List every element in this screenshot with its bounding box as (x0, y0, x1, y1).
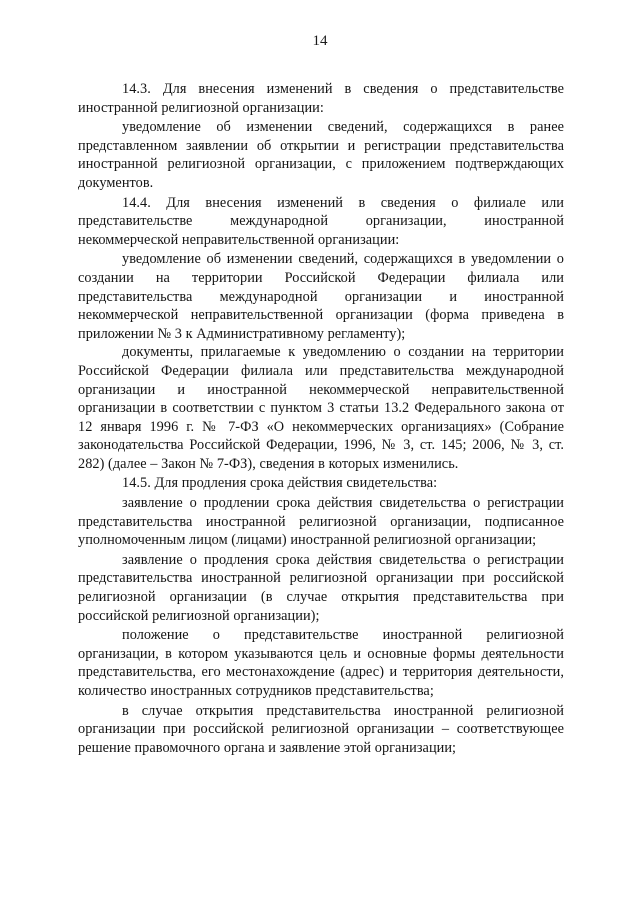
paragraph-14-3-heading: 14.3. Для внесения изменений в сведения о представительстве иностранной религиозной организации: (78, 81, 564, 116)
paragraph-14-3-item: уведомление об изменении сведений, содержащихся в ранее представленном заявлении об открытии и регистрации представительства иностранной религиозной организации, с приложением подтверждающих документов. (78, 119, 564, 191)
paragraph-14-5-item-application: заявление о продлении срока действия свидетельства о регистрации представительства иностранной религиозной организации, подписанное уполномоченным лицом (лицами) иностранной религиозной организации; (78, 495, 564, 549)
paragraph-14-5-item-application-russian: заявление о продления срока действия свидетельства о регистрации представительства иностранной религиозной организации при российской религиозной организации (в случае открытия представительства при российской религиозной организации); (78, 551, 564, 624)
page-number: 14 (312, 33, 328, 49)
document-body (78, 80, 564, 757)
paragraph-14-5-item-decision: в случае открытия представительства иностранной религиозной организации при российской религиозной организации – соответствующее решение правомочного органа и заявление этой организации; (78, 702, 564, 756)
paragraph-14-5-heading: 14.5. Для продления срока действия свидетельства: (122, 475, 438, 492)
paragraph-14-4-item-documents: документы, прилагаемые к уведомлению о создании на территории Российской Федерации филиала или представительства международной организации и иностранной некоммерческой неправительственной организации в соответствии с пунктом 3 статьи 13.2 Федерального закона от 12 января 1996 г. № 7-ФЗ «О некоммерческих организациях» (Собрание законодательства Российской Федерации, 1996, № 3, ст. 145; 2006, № 3, ст. 282) (далее – Закон № 7-ФЗ), сведения в которых изменились. (78, 344, 564, 472)
paragraph-14-5-item-regulation: положение о представительстве иностранной религиозной организации, в котором указываются цель и основные формы деятельности представительства, его местонахождение (адрес) и территория деятельности, количество иностранных сотрудников представительства; (78, 627, 564, 699)
paragraph-14-4-item-notice: уведомление об изменении сведений, содержащихся в уведомлении о создании на территории Российской Федерации филиала или представительства международной организации и иностранной некоммерческой неправительственной организации (форма приведена в приложении № 3 к Административному регламенту); (78, 251, 564, 342)
paragraph-14-4-heading: 14.4. Для внесения изменений в сведения о филиале или представительстве международной организации, иностранной некоммерческой неправительственной организации: (78, 194, 564, 248)
